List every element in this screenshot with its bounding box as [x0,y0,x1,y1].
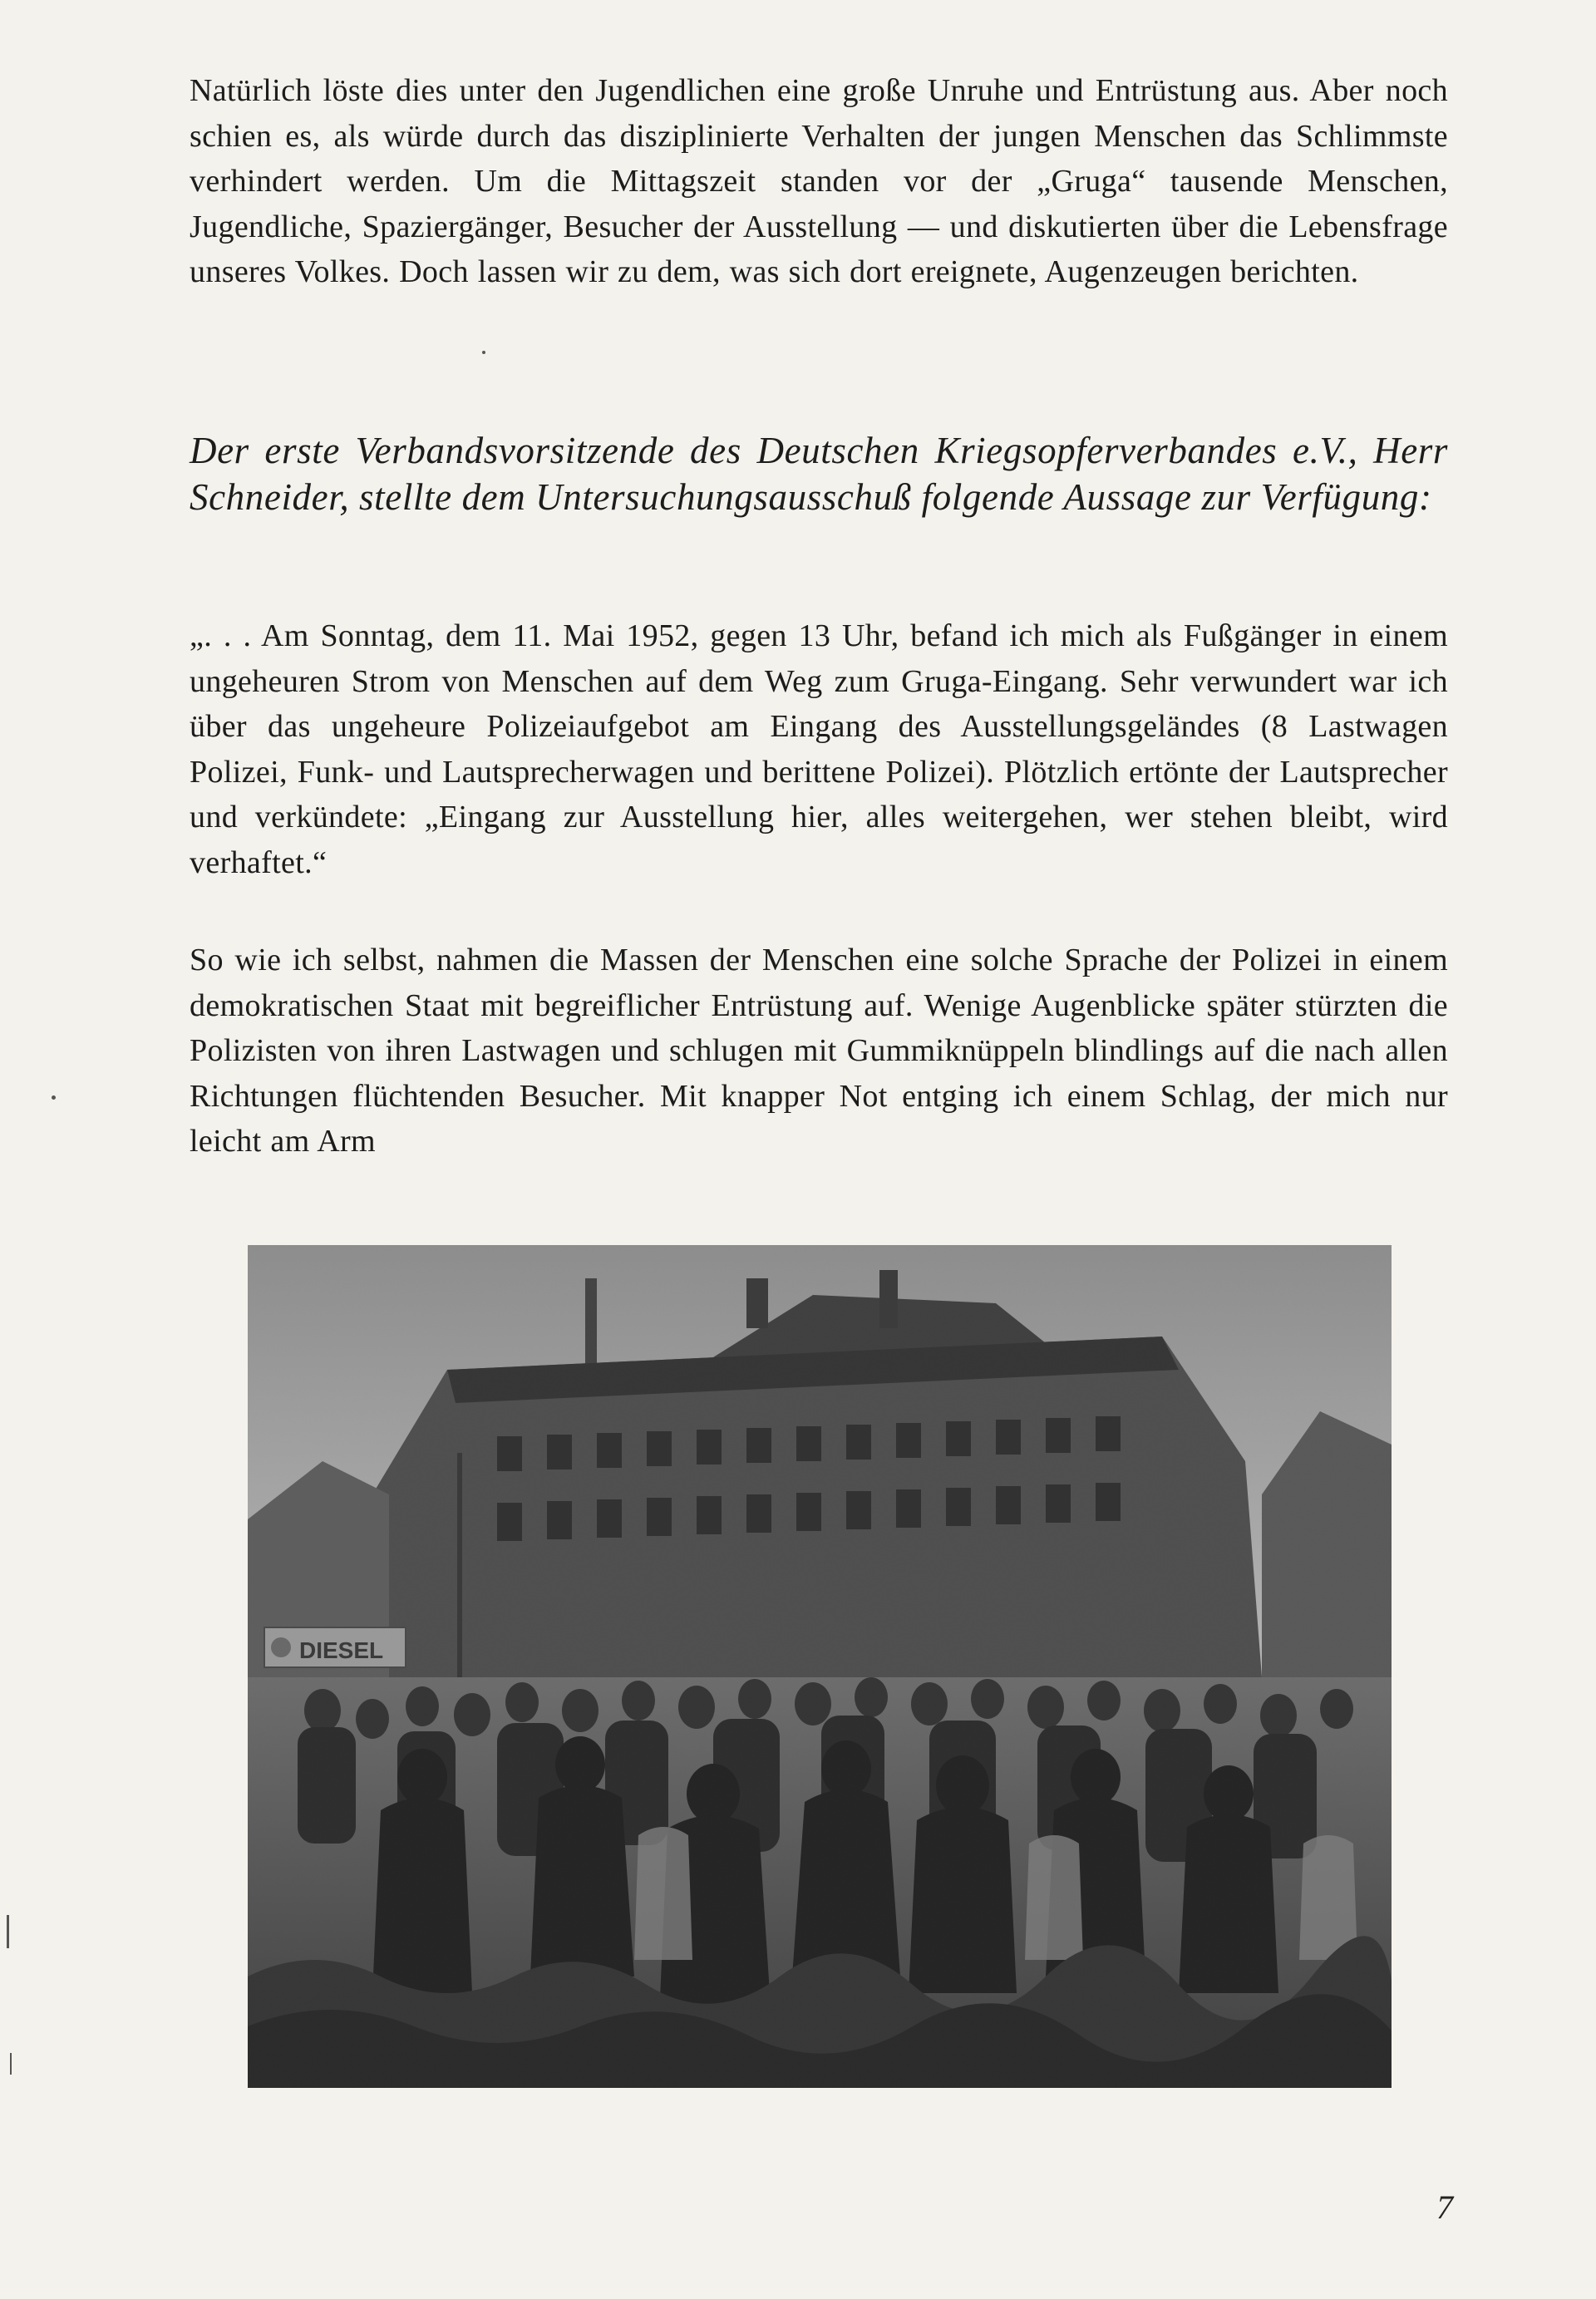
intro-paragraph: Natürlich löste dies unter den Jugendlichen eine große Unruhe und Entrüstung aus. Aber noch schien es, als würde durch das disziplinierte Verhalten der jungen Menschen das Schlimmste verhindert werden. Um die Mittagszeit standen vor der „Gruga“ tausende Menschen, Jugendliche, Spaziergänger, Besucher der Ausstellung — und diskutierten über die Lebensfrage unseres Volkes. Doch lassen wir zu dem, was sich dort ereignete, Augenzeugen berichten. [190,73,1448,289]
page-number: 7 [1436,2188,1453,2226]
crowd-photo-illustration [248,1245,1392,2088]
quote-paragraph: „. . . Am Sonntag, dem 11. Mai 1952, gegen 13 Uhr, befand ich mich als Fußgänger in einem ungeheuren Strom von Menschen auf dem Weg zum Gruga-Eingang. Sehr verwundert war ich über das ungeheure Polizeiaufgebot am Eingang des Ausstellungsgeländes (8 Lastwagen Polizei, Funk- und Lautsprecherwagen und berittene Polizei). Plötzlich ertönte der Lautsprecher und verkündete: „Eingang zur Ausstellung hier, alles weitergehen, wer stehen bleibt, wird verhaftet.“ [190,618,1448,880]
crowd-photo [248,1245,1392,2088]
scan-mark [10,2053,12,2075]
continuation-paragraph: So wie ich selbst, nahmen die Massen der Menschen eine solche Sprache der Polizei in einem demokratischen Staat mit begreiflicher Entrüstung auf. Wenige Augenblicke später stürzten die Polizisten von ihren Lastwagen und schlugen mit Gummiknüppeln blindlings auf die nach allen Richtungen flüchtenden Besucher. Mit knapper Not entging ich einem Schlag, der mich nur leicht am Arm [190,943,1448,1159]
scan-mark [7,1915,9,1948]
scan-speck [482,351,485,354]
scan-speck [52,1095,56,1100]
testimony-heading: Der erste Verbandsvorsitzende des Deutschen Kriegsopferverbandes e.V., Herr Schneider, stellte dem Untersuchungsausschuß folgende Aussage zur Verfügung: [190,430,1448,518]
diesel-sign-text: DIESEL [299,1637,384,1663]
